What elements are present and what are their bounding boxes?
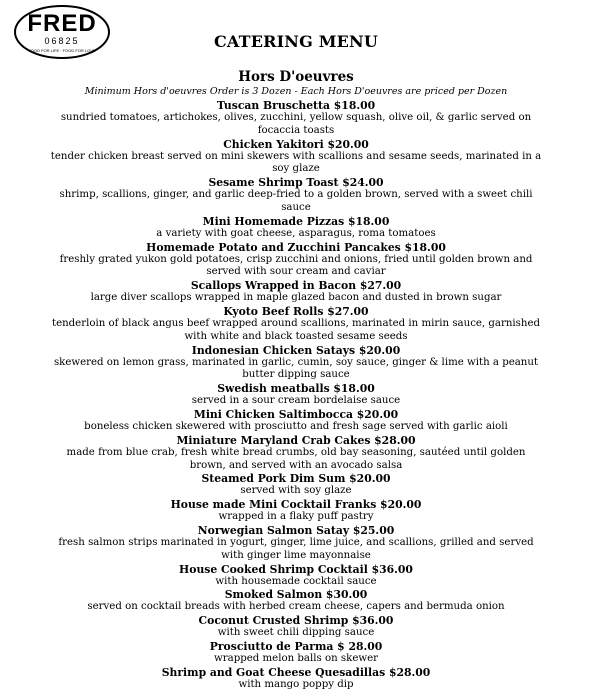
item-name: Sesame Shrimp Toast $24.00 [208,176,384,190]
item-name: House made Mini Cocktail Franks $20.00 [170,498,422,512]
item-desc: boneless chicken skewered with prosciutto and fresh sage served with garlic aioli [84,420,508,432]
item-desc: skewered on lemon grass, marinated in garlic, cumin, soy sauce, ginger & lime with a peanut butter dipping sauce [53,356,539,381]
item-desc: served on cocktail breads with herbed cream cheese, capers and bermuda onion [87,601,505,613]
menu-item [0,241,592,280]
menu-item [0,563,592,589]
menu-item [0,524,592,563]
menu-item [0,279,592,305]
menu-item [0,99,592,138]
item-desc: freshly grated yukon gold potatoes, crisp zucchini and onions, fried until golden brown and served with sour cream and caviar [59,253,533,278]
logo-tagline: FOOD FOR LIFE · FOOD FOR LOVE [28,48,96,53]
item-name: Mini Homemade Pizzas $18.00 [202,214,390,228]
item-desc: tenderloin of black angus beef wrapped around scallions, marinated in mirin sauce, garnished with white and black toasted sesame seeds [51,317,541,342]
item-name: Prosciutto de Parma $ 28.00 [209,639,383,653]
item-desc: wrapped melon balls on skewer [214,652,378,664]
item-name: Miniature Maryland Crab Cakes $28.00 [176,433,416,447]
menu-item [0,434,592,473]
item-name: Mini Chicken Saltimbocca $20.00 [193,407,399,421]
menu-content [0,69,592,692]
item-name: Steamed Pork Dim Sum $20.00 [201,472,391,486]
item-name: Shrimp and Goat Cheese Quesadillas $28.00 [161,665,431,679]
item-name: Scallops Wrapped in Bacon $27.00 [190,279,402,293]
section-title: Hors D'oeuvres [238,69,354,85]
item-desc: sundried tomatoes, artichokes, olives, zucchini, yellow squash, olive oil, & garlic served on focaccia toasts [60,112,532,136]
item-desc: fresh salmon strips marinated in yogurt, ginger, lime juice, and scallions, grilled and served with ginger lime mayonnaise [58,536,534,561]
menu-item [0,666,592,692]
section-note: Minimum Hors d'oeuvres Order is 3 Dozen - Each Hors D'oeuvres are priced per Dozen [84,86,508,97]
menu-item [0,640,592,666]
item-desc: served with soy glaze [240,485,352,497]
item-desc: large diver scallops wrapped in maple glazed bacon and dusted in brown sugar [90,292,502,304]
menu-item [0,382,592,408]
item-name: Homemade Potato and Zucchini Pancakes $18.00 [146,240,446,254]
menu-item [0,176,592,215]
item-desc: a variety with goat cheese, asparagus, roma tomatoes [156,227,436,239]
item-desc: with housemade cocktail sauce [215,575,377,587]
menu-item [0,588,592,614]
item-desc: with sweet chili dipping sauce [217,627,375,639]
item-name: Swedish meatballs $18.00 [217,382,375,396]
item-name: Norwegian Salmon Satay $25.00 [197,523,395,537]
item-desc: shrimp, scallions, ginger, and garlic deep-fried to a golden brown, served with a sweet chili sauce [59,189,533,213]
item-name: Chicken Yakitori $20.00 [223,137,369,151]
menu-item [0,305,592,344]
menu-item [0,472,592,498]
item-desc: with mango poppy dip [238,678,354,690]
item-name: Smoked Salmon $30.00 [224,588,368,602]
logo-name: FRED [27,10,97,37]
item-name: Kyoto Beef Rolls $27.00 [223,304,369,318]
menu-item [0,498,592,524]
menu-item [0,614,592,640]
item-desc: served in a sour cream bordelaise sauce [191,395,401,407]
menu-item [0,138,592,177]
menu-item [0,344,592,383]
item-name: Tuscan Bruschetta $18.00 [216,99,376,112]
item-desc: wrapped in a flaky puff pastry [218,511,374,523]
menu-item [0,408,592,434]
item-name: House Cooked Shrimp Cocktail $36.00 [179,562,413,576]
logo-number: 06825 [44,36,80,46]
item-name: Indonesian Chicken Satays $20.00 [191,343,401,357]
page-title: CATERING MENU [213,32,379,51]
item-desc: tender chicken breast served on mini skewers with scallions and sesame seeds, marinated in a soy glaze [50,150,542,175]
item-name: Coconut Crusted Shrimp $36.00 [198,614,394,628]
menu-item [0,215,592,241]
item-desc: made from blue crab, fresh white bread crumbs, old bay seasoning, sautéed until golden brown, and served with an avocado salsa [66,446,526,471]
